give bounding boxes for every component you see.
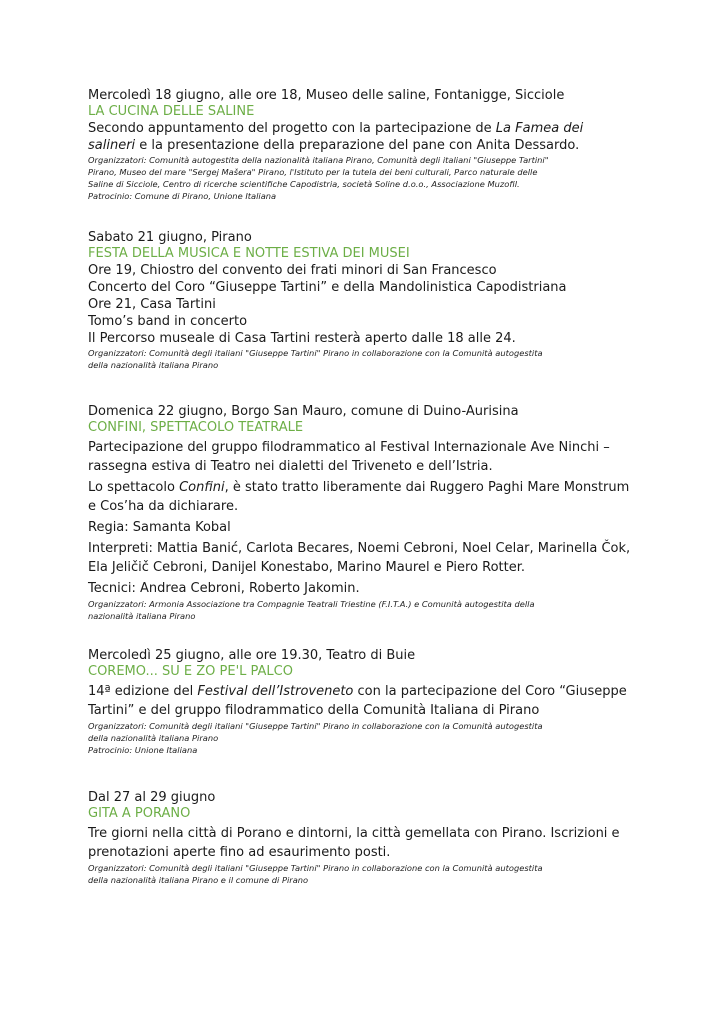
event-description: Ore 21, Casa Tartini [88, 297, 216, 312]
event-date: Sabato 21 giugno, Pirano [88, 230, 252, 245]
event-description: Tomo’s band in concerto [88, 314, 248, 329]
organizers-line: Saline di Sicciole, Centro di ricerche scientifiche Capodistria, società Soline d.o.o., Associazione Muzofil. [88, 179, 520, 189]
event-description: Tartini” e del gruppo filodrammatico della Comunità Italiana di Pirano [88, 703, 540, 718]
event-title: CONFINI, SPETTACOLO TEATRALE [88, 420, 304, 435]
event-title: COREMO... SU E ZO PE'L PALCO [88, 664, 293, 679]
event-description: prenotazioni aperte fino ad esaurimento posti. [88, 845, 391, 860]
event-description: Partecipazione del gruppo filodrammatico al Festival Internazionale Ave Ninchi – [88, 440, 610, 455]
event-description: 14ª edizione del Festival dell’Istroveneto con la partecipazione del Coro “Giuseppe [88, 684, 627, 699]
event-gita-a-porano [88, 790, 648, 886]
event-date: Domenica 22 giugno, Borgo San Mauro, comune di Duino-Aurisina [88, 404, 519, 419]
event-title: LA CUCINA DELLE SALINE [88, 104, 255, 119]
organizers-line: della nazionalità italiana Pirano e il comune di Pirano [88, 875, 309, 885]
event-confini-spettacolo-teatrale [88, 404, 648, 622]
event-description: e Cos’ha da dichiarare. [88, 499, 239, 514]
organizers-line: Organizzatori: Comunità degli italiani "Giuseppe Tartini" Pirano in collaborazione con la Comunità autogestita [88, 863, 543, 873]
event-cast: Ela Jeličič Cebroni, Danijel Konestabo, Marino Maurel e Piero Rotter. [88, 560, 526, 575]
event-date: Mercoledì 25 giugno, alle ore 19.30, Teatro di Buie [88, 648, 416, 663]
event-festa-della-musica [88, 230, 648, 371]
event-title: FESTA DELLA MUSICA E NOTTE ESTIVA DEI MUSEI [88, 246, 410, 261]
event-date: Mercoledì 18 giugno, alle ore 18, Museo delle saline, Fontanigge, Sicciole [88, 88, 565, 103]
event-director: Regia: Samanta Kobal [88, 520, 231, 535]
event-description: Tre giorni nella città di Porano e dintorni, la città gemellata con Pirano. Iscrizioni e [88, 826, 620, 841]
organizers-line: della nazionalità italiana Pirano [88, 360, 219, 370]
event-coremo-su-e-zo [88, 648, 648, 756]
event-description: Lo spettacolo Confini, è stato tratto liberamente dai Ruggero Paghi Mare Monstrum [88, 480, 630, 495]
event-technicians: Tecnici: Andrea Cebroni, Roberto Jakomin. [88, 581, 360, 596]
organizers-line: nazionalità italiana Pirano [88, 611, 196, 621]
patronage-line: Patrocinio: Unione Italiana [88, 745, 198, 755]
organizers-line: Organizzatori: Armonia Associazione tra Compagnie Teatrali Triestine (F.I.T.A.) e Comunità autogestita della [88, 599, 535, 609]
event-description: Il Percorso museale di Casa Tartini resterà aperto dalle 18 alle 24. [88, 331, 516, 346]
organizers-line: della nazionalità italiana Pirano [88, 733, 219, 743]
event-description: Ore 19, Chiostro del convento dei frati minori di San Francesco [88, 263, 497, 278]
organizers-line: Organizzatori: Comunità degli italiani "Giuseppe Tartini" Pirano in collaborazione con la Comunità autogestita [88, 721, 543, 731]
event-description: salineri e la presentazione della preparazione del pane con Anita Dessardo. [88, 138, 580, 153]
organizers-line: Pirano, Museo del mare "Sergej Mašera" Pirano, l'Istituto per la tutela dei beni culturali, Parco naturale delle [88, 167, 538, 177]
organizers-line: Organizzatori: Comunità degli italiani "Giuseppe Tartini" Pirano in collaborazione con la Comunità autogestita [88, 348, 543, 358]
event-description: Concerto del Coro “Giuseppe Tartini” e della Mandolinistica Capodistriana [88, 280, 567, 295]
organizers-line: Organizzatori: Comunità autogestita della nazionalità italiana Pirano, Comunità degli italiani "Giuseppe Tartini" [88, 155, 549, 165]
event-description: Secondo appuntamento del progetto con la partecipazione de La Famea dei [88, 121, 584, 136]
event-date: Dal 27 al 29 giugno [88, 790, 216, 805]
event-description: rassegna estiva di Teatro nei dialetti del Triveneto e dell’Istria. [88, 459, 493, 474]
event-title: GITA A PORANO [88, 806, 191, 821]
event-la-cucina-delle-saline [88, 88, 648, 202]
event-cast: Interpreti: Mattia Banić, Carlota Becares, Noemi Cebroni, Noel Celar, Marinella Čok, [88, 541, 631, 556]
patronage-line: Patrocinio: Comune di Pirano, Unione Italiana [88, 191, 277, 201]
